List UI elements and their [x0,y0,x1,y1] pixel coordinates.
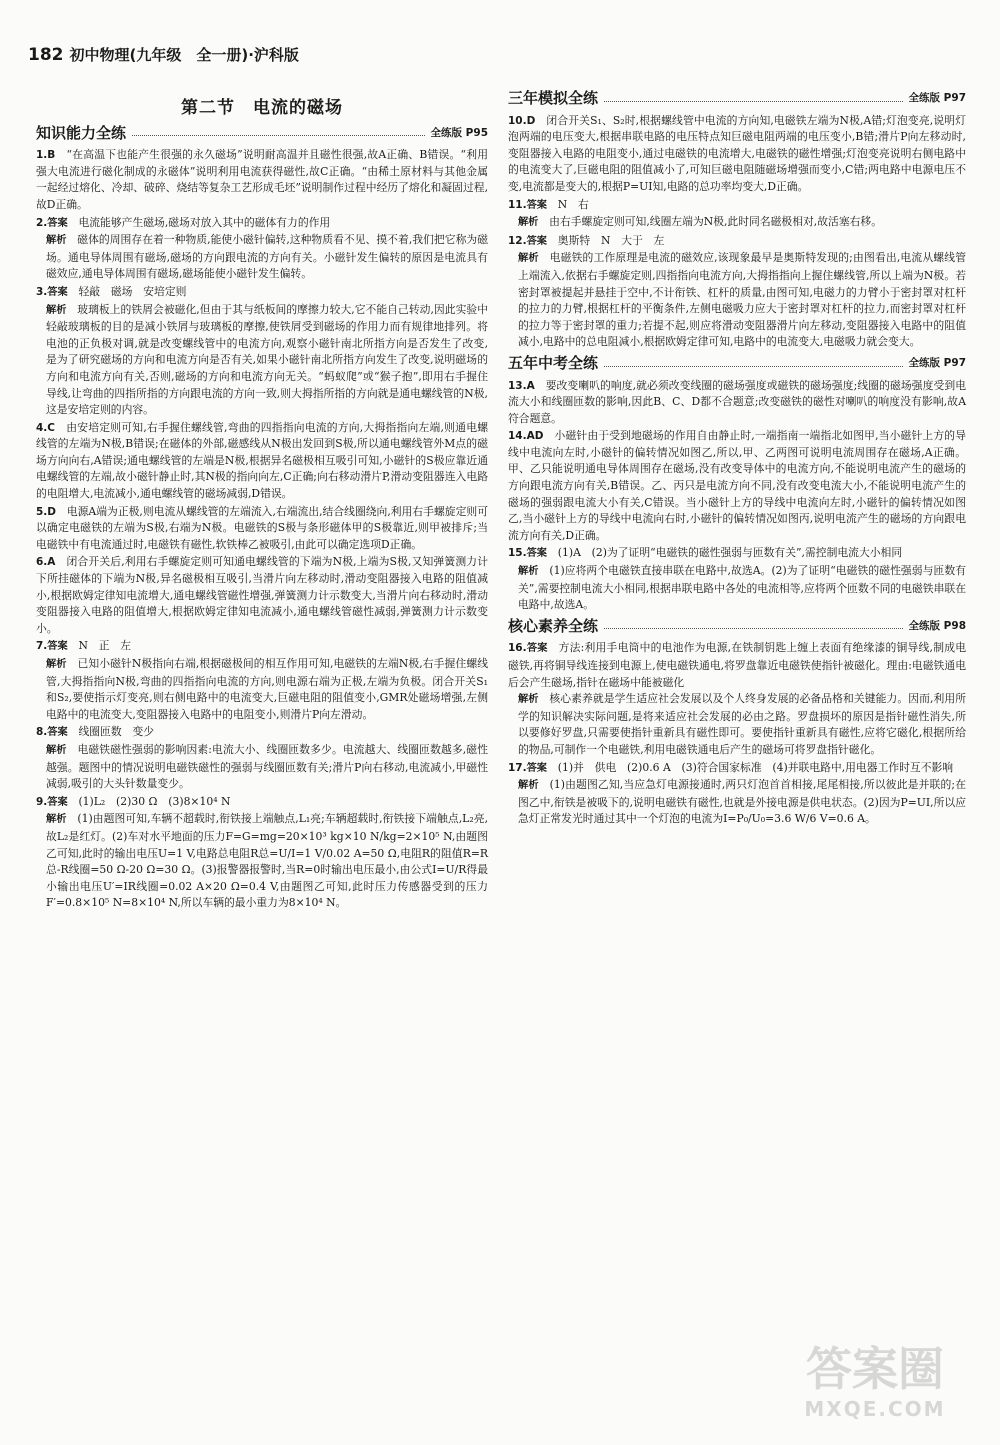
analysis-tag: 解析 [518,217,539,229]
item-number: 5.D [36,505,57,518]
answer-text: N 右 [557,197,589,211]
answer-line [36,554,488,637]
answer-text: (1)并 供电 (2)0.6 A (3)符合国家标准 (4)并联电路中,用电器工作时互不影响 [557,760,954,774]
dotted-rule [604,628,903,629]
answer-item [36,638,488,723]
item-number: 11. [508,198,527,211]
block-header [508,90,966,107]
page-number: 182 [28,45,64,65]
answer-text: 由安培定则可知,右手握住螺线管,弯曲的四指指向电流的方向,大拇指指向左端,则通电螺线管的左端为N极,B错误;在磁体的外部,磁感线从N极出发回到S极,所以通电螺线管外M点的磁场方向向右,A错误;通电螺线管的左端是N极,根据异名磁极相互吸引可知,小磁针的S极应靠近通电螺线管的左端,故小磁针静止时,其N极的指向向左,C正确;向右移动滑片P,滑动变阻器连入电路的电阻增大,电流减小,通电螺线管的磁场减弱,D错误。 [36,420,489,501]
analysis-text: 电磁铁磁性强弱的影响因素:电流大小、线圈匝数多少。电流越大、线圈匝数越多,磁性越强。题图中的情况说明电磁铁磁性的强弱与线圈匝数有关;滑片P向右移动,电流减小,甲磁性减弱,吸引的大头针数量变少。 [46,742,489,791]
answer-tag: 答案 [526,199,547,211]
answer-item [508,378,966,428]
answer-line [508,378,966,428]
analysis-line [36,811,488,912]
answer-text: 线圈匝数 变少 [78,725,155,739]
analysis-tag: 解析 [46,814,67,826]
item-number: 8. [36,726,48,739]
answer-line [36,724,488,742]
analysis-line [508,563,966,614]
analysis-text: (1)应将两个电磁铁直接串联在电路中,故选A。(2)为了证明“电磁铁的磁性强弱与匝数有关”,需要控制电流大小相同,根据串联电路中各处的电流相等,应将两个匝数不同的电磁铁串联在电路中,故选A。 [518,564,967,612]
analysis-text: 玻璃板上的铁屑会被磁化,但由于其与纸板间的摩擦力较大,它不能自己转动,因此实验中轻敲玻璃板的目的是减小铁屑与玻璃板的摩擦,使铁屑受到磁场的作用力而有规律地排列。将电池的正负极对调,就是改变螺线管中的电流方向,观察小磁针南北所指方向是否发生了改变,是为了研究磁场的方向和电流方向是否有关,如果小磁针南北所指方向发生了改变,说明磁场的方向和电流方向有关,否则,磁场的方向和电流方向无关。“蚂蚁爬”或“猴子抱”,即用右手握住导线,让弯曲的四指所指的方向跟电流的方向一致,则大拇指所指的方向就是通电螺线管的N极,这是安培定则的内容。 [46,302,489,417]
analysis-text: 电磁铁的工作原理是电流的磁效应,该现象最早是奥斯特发现的;由图看出,电流从螺线管上端流入,依据右手螺旋定则,四指指向电流方向,大拇指指向上握住螺线管,所以上端为N极。若密封罩被提起并悬挂于空中,不计衔铁、杠杆的质量,由图可知,电磁力的力臂小于密封罩对杠杆的拉力的力臂,根据杠杆的平衡条件,左侧电磁吸力应大于密封罩对杠杆的拉力,而密封罩对杠杆的拉力等于密封罩的重力;若提不起,则应将滑动变阻器滑片向左移动,变阻器接入电路中的阻值减小,电路中的总电阻减小,根据欧姆定律可知,电路中的电流变大,电磁吸力就会变大。 [518,251,967,349]
item-number: 15. [508,547,527,560]
analysis-line [508,691,966,758]
answer-line [508,760,966,778]
item-number: 1.B [36,149,56,162]
analysis-line [36,656,488,723]
answer-item [508,113,966,196]
analysis-text: (1)由题图可知,车辆不超载时,衔铁接上端触点,L₁亮;车辆超载时,衔铁接下端触点,L₂亮,故L₂是红灯。(2)车对水平地面的压力F=G=mg=20×10³ kg×10 N/kg=2×10⁵ N,由题图乙可知,此时的输出电压U=1 V,电路总电阻R总=U/I=1 V/0.02 A=50 Ω,电阻R的阻值R=R总-R线圈=50 Ω-20 Ω=30 Ω。(3)报警器报警时,当R=0时输出电压最小,由公式I=U/R得最小输出电压U′=IR线圈=0.02 A×20 Ω=0.4 V,由题图乙可知,此时压力传感器受到的压力F′=0.8×10⁵ N=8×10⁴ N,所以车辆的最小重力为8×10⁴ N。 [46,812,489,910]
block-name: 三年模拟全练 [508,89,599,107]
answer-tag: 答案 [526,643,548,655]
analysis-line [36,742,488,793]
answer-line [36,215,488,233]
analysis-tag: 解析 [46,304,67,316]
answer-text: 闭合开关S₁、S₂时,根据螺线管中电流的方向知,电磁铁左端为N极,A错;灯泡变亮,说明灯泡两端的电压变大,根据串联电路的电压特点知巨磁电阻两端的电压变小,B错;滑片P向左移动时,变阻器接入电路的电阻变小,通过电磁铁的电流增大,电磁铁的磁性增强;灯泡变亮说明右侧电路中的电流变大了,巨磁电阻的阻值减小了,可知巨磁电阻随磁场增强而变小,C错;两电路中电源电压不变,电流都是变大的,根据P=UI知,电路的总功率均变大,D正确。 [508,113,966,193]
analysis-tag: 解析 [518,566,539,578]
answer-text: (1)A (2)为了证明“电磁铁的磁性强弱与匝数有关”,需控制电流大小相同 [557,546,903,560]
answer-line [36,794,488,812]
answer-line [508,197,966,215]
dotted-rule [132,135,425,136]
analysis-line [36,232,488,283]
answer-text: N 正 左 [78,639,132,653]
answer-line [36,284,488,302]
analysis-tag: 解析 [46,659,67,670]
item-number: 2. [36,216,48,229]
dotted-rule [604,366,903,367]
analysis-tag: 解析 [518,694,539,706]
analysis-text: (1)由题图乙知,当应急灯电源接通时,两只灯泡首首相接,尾尾相接,所以彼此是并联的;在图乙中,衔铁是被吸下的,说明电磁铁有磁性,也就是外接电源是供电状态。(2)因为P=UI,所以应急灯正常发光时通过其中一个灯泡的电流为I=P₀/U₀=3.6 W/6 V=0.6 A。 [518,778,967,826]
analysis-text: 由右手螺旋定则可知,线圈左端为N极,此时同名磁极相对,故活塞右移。 [549,215,883,229]
running-head [28,44,299,65]
dotted-rule [604,101,903,102]
block-header-knowledge [36,125,488,142]
item-number: 16. [508,642,527,655]
answer-item [36,147,488,213]
block-ref: 全练版 P98 [908,619,966,632]
item-number: 3. [36,285,48,298]
answer-item [36,504,488,554]
answer-text: 方法:利用手电筒中的电池作为电源,在铁制钥匙上缠上表面有绝缘漆的铜导线,制成电磁铁,再将铜导线连接到电源上,使电磁铁通电,将罗盘靠近电磁铁使指针被磁化。理由:电磁铁通电后会产生磁场,指针在磁场中能被磁化 [508,641,967,689]
answer-text: 闭合开关后,利用右手螺旋定则可知通电螺线管的下端为N极,上端为S极,又知弹簧测力计下所挂磁体的下端为N极,异名磁极相互吸引,当滑片向左移动时,滑动变阻器接入电路的阻值减小,根据欧姆定律知电流增大,通电螺线管磁性增强,弹簧测力计示数变大,当滑片向右移动时,滑动变阻器接入电路的阻值增大,根据欧姆定律知电流减小,通电螺线管磁性减弱,弹簧测力计示数变小。 [36,555,489,635]
analysis-line [508,777,966,828]
block-header [508,618,966,635]
answer-item [36,794,488,912]
watermark-top: 答案圈 [806,1342,944,1396]
item-number: 13.A [508,379,535,392]
block-name: 知识能力全练 [36,123,127,142]
answer-line [36,638,488,656]
analysis-tag: 解析 [46,744,67,756]
answer-list [508,640,966,828]
book-title: 初中物理(九年级 全一册)·沪科版 [69,46,299,64]
answer-item [508,760,966,828]
left-column [36,100,488,913]
answer-list [508,113,966,351]
answer-text: 轻敲 磁场 安培定则 [78,284,187,298]
answer-item [36,554,488,637]
analysis-tag: 解析 [518,780,539,792]
item-number: 17. [508,761,527,774]
answer-item [508,640,966,758]
answer-item [36,724,488,792]
block-ref: 全练版 P97 [908,92,966,104]
answer-tag: 答案 [47,727,68,739]
item-number: 14.AD [508,430,544,443]
item-number: 10.D [508,114,536,127]
analysis-text: 已知小磁针N极指向右端,根据磁极间的相互作用可知,电磁铁的左端N极,右手握住螺线管,大拇指指向N极,弯曲的四指指向电流的方向,则电源右端为正极,左端为负极。闭合开关S₁和S₂,要使指示灯变亮,则右侧电路中的电流变大,巨磁电阻的阻值变小,GMR处磁场增强,左侧电路中的电流变大,变阻器接入电路中的电阻变小,则滑片P向左滑动。 [46,657,489,721]
answer-item [36,420,488,503]
analysis-line [508,250,966,351]
answer-tag: 答案 [47,217,68,229]
right-column [508,86,966,829]
analysis-text: 核心素养就是学生适应社会发展以及个人终身发展的必备品格和关键能力。因而,利用所学的知识解决实际问题,是将来适应社会发展的必由之路。罗盘损坏的原因是指针磁性消失,所以要修好罗盘,只需要使指针重新具有磁性即可。要使指针重新具有磁性,应将它磁化,根据所给的物品,可制作一个电磁铁,利用电磁铁通电后产生的磁场可将罗盘指针磁化。 [518,692,966,756]
answer-line [36,420,488,503]
block-header [508,355,966,372]
block-name: 五年中考全练 [508,353,599,372]
block-name: 核心素养全练 [508,616,599,635]
analysis-line [36,302,488,419]
answer-line [508,113,966,196]
answer-text: 要改变喇叭的响度,就必须改变线圈的磁场强度或磁铁的磁场强度;线圈的磁场强度受到电流大小和线圈匝数的影响,因此B、C、D都不合题意;改变磁铁的磁性对喇叭的响度没有影响,故A符合题意。 [508,378,966,425]
answer-text: 奥斯特 N 大于 左 [557,233,665,247]
answer-text: 小磁针由于受到地磁场的作用自由静止时,一端指南一端指北如图甲,当小磁针上方的导线中电流向左时,小磁针的偏转情况如图乙,所以,甲、乙两图可说明电流周围存在磁场,A正确。甲、乙只能说明通电导体周围存在磁场,没有改变导体中的电流方向,不能说明电流产生的磁场的方向跟电流方向有关,B错误。乙、丙只是电流方向不同,没有改变电流大小,不能说明电流产生的磁场的强弱跟电流大小有关,C错误。当小磁针上方的导线中电流向左时,小磁针的偏转情况如图乙,当小磁针上方的导线中电流向右时,小磁针的偏转情况如图丙,说明电流产生的磁场的方向跟电流方向有关,D正确。 [508,429,966,542]
item-number: 6.A [36,556,56,569]
answer-list [508,378,966,614]
section-title: 第二节 电流的磁场 [181,98,343,118]
item-number: 4.C [36,421,56,434]
watermark [770,1341,980,1427]
answer-tag: 答案 [47,796,68,808]
item-number: 7. [36,640,48,653]
item-number: 9. [36,795,48,808]
answer-text: (1)L₂ (2)30 Ω (3)8×10⁴ N [78,794,231,808]
answer-line [508,233,966,251]
block-ref: 全练版 P97 [908,356,966,369]
analysis-tag: 解析 [46,235,67,247]
answer-item [36,284,488,419]
answer-tag: 答案 [47,286,68,298]
answer-item [508,233,966,351]
answer-line [508,545,966,563]
answer-tag: 答案 [526,762,547,774]
answer-list [36,147,488,912]
answer-line [508,640,966,691]
block-ref: 全练版 P95 [430,126,488,139]
watermark-bottom: MXQE.COM [804,1397,946,1421]
answer-text: “在高温下也能产生很强的永久磁场”说明耐高温并且磁性很强,故A正确、B错误。“利用强大电流进行磁化制成的永磁体”说明利用电流获得磁性,故C正确。“由稀土原材料与其他金属一起经过熔化、冷却、破碎、烧结等复杂工艺形成毛坯”说明制作过程中经历了熔化和凝固过程,故D正确。 [36,148,488,211]
item-number: 12. [508,234,527,247]
answer-tag: 答案 [526,235,547,247]
answer-item [508,545,966,613]
analysis-tag: 解析 [518,253,539,265]
answer-item [508,428,966,544]
answer-tag: 答案 [526,548,547,560]
answer-item [36,215,488,283]
answer-line [508,428,966,544]
answer-item [508,197,966,232]
right-blocks [508,90,966,828]
answer-line [36,147,488,213]
answer-text: 电流能够产生磁场,磁场对放入其中的磁体有力的作用 [78,215,331,229]
analysis-text: 磁体的周围存在着一种物质,能使小磁针偏转,这种物质看不见、摸不着,我们把它称为磁场。通电导体周围有磁场,磁场的方向跟电流的方向有关。小磁针发生偏转的原因是电流具有磁效应,通电导体周围有磁场,磁场能使小磁针发生偏转。 [46,233,489,281]
analysis-line [508,214,966,232]
answer-line [36,504,488,554]
answer-tag: 答案 [47,641,68,653]
answer-text: 电源A端为正极,则电流从螺线管的左端流入,右端流出,结合线圈绕向,利用右手螺旋定则可以确定电磁铁的左端为S极,右端为N极。电磁铁的S极与条形磁体甲的S极靠近,则甲被排斥;当电磁铁中有电流通过时,电磁铁有磁性,软铁棒乙被吸引,由此可以确定选项D正确。 [36,504,488,551]
